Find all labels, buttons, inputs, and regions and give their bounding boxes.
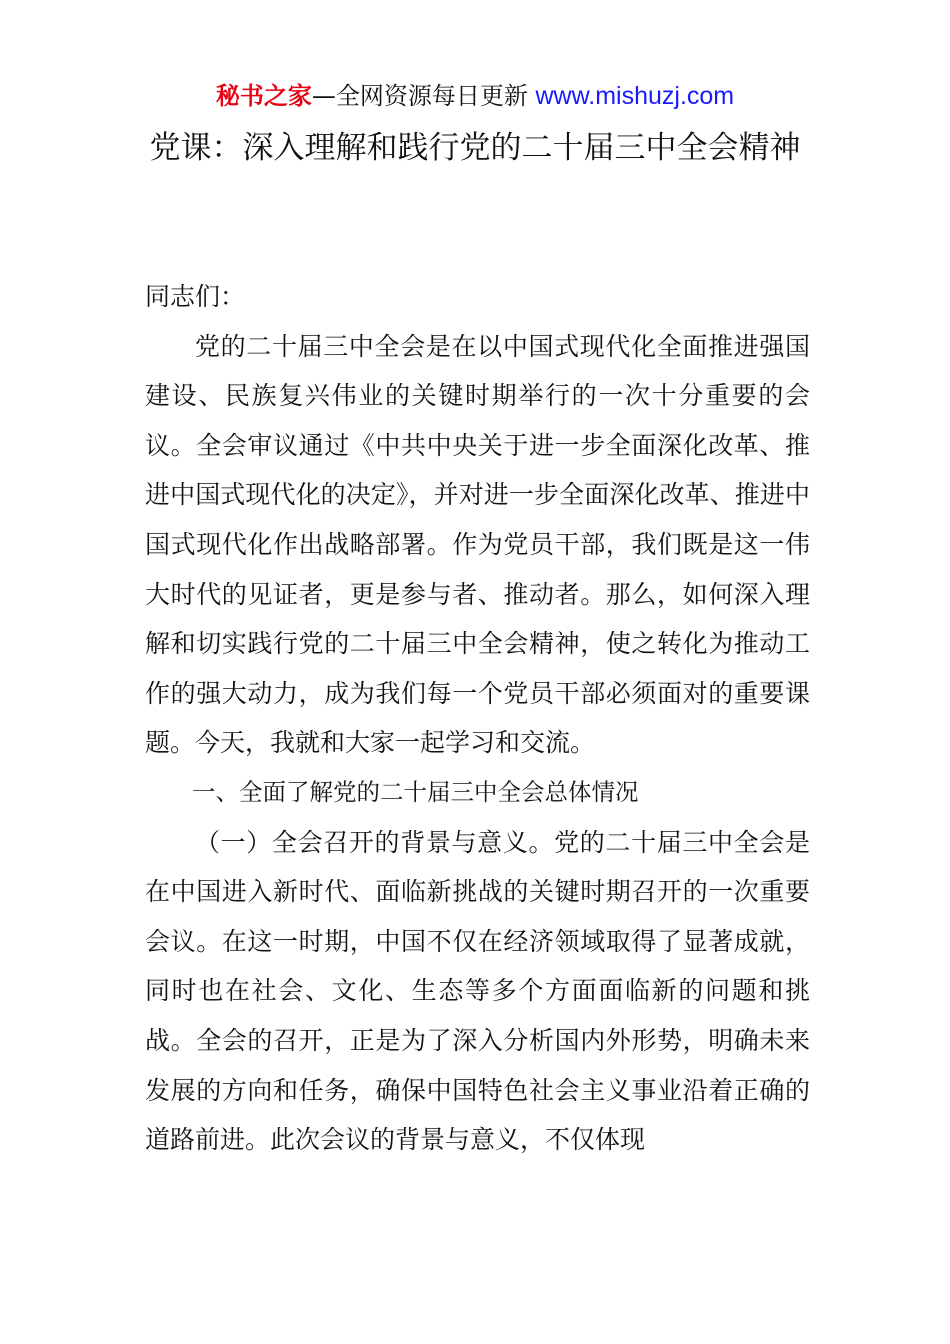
- subsection-paragraph: （一）全会召开的背景与意义。党的二十届三中全会是在中国进入新时代、面临新挑战的关键时期召开的一次重要会议。在这一时期，中国不仅在经济领域取得了显著成就，同时也在社会、文化、生态等多个方面面临新的问题和挑战。全会的召开，正是为了深入分析国内外形势，明确未来发展的方向和任务，确保中国特色社会主义事业沿着正确的道路前进。此次会议的背景与意义，不仅体现: [145, 827, 810, 1155]
- document-body: [145, 272, 810, 1165]
- site-header: [0, 78, 950, 114]
- brand-name: 秘书之家: [215, 82, 312, 110]
- site-url-link[interactable]: www.mishuzj.com: [535, 82, 735, 110]
- intro-paragraph: 党的二十届三中全会是在以中国式现代化全面推进强国建设、民族复兴伟业的关键时期举行的一次十分重要的会议。全会审议通过《中共中央关于进一步全面深化改革、推进中国式现代化的决定》，并对进一步全面深化改革、推进中国式现代化作出战略部署。作为党员干部，我们既是这一伟大时代的见证者，更是参与者、推动者。那么，如何深入理解和切实践行党的二十届三中全会精神，使之转化为推动工作的强大动力，成为我们每一个党员干部必须面对的重要课题。今天，我就和大家一起学习和交流。: [145, 331, 810, 758]
- salutation: 同志们：: [145, 282, 246, 311]
- header-tagline: —全网资源每日更新: [311, 82, 536, 110]
- section-heading: 一、全面了解党的二十届三中全会总体情况: [192, 777, 639, 806]
- document-title: 党课：深入理解和践行党的二十届三中全会精神: [149, 130, 801, 166]
